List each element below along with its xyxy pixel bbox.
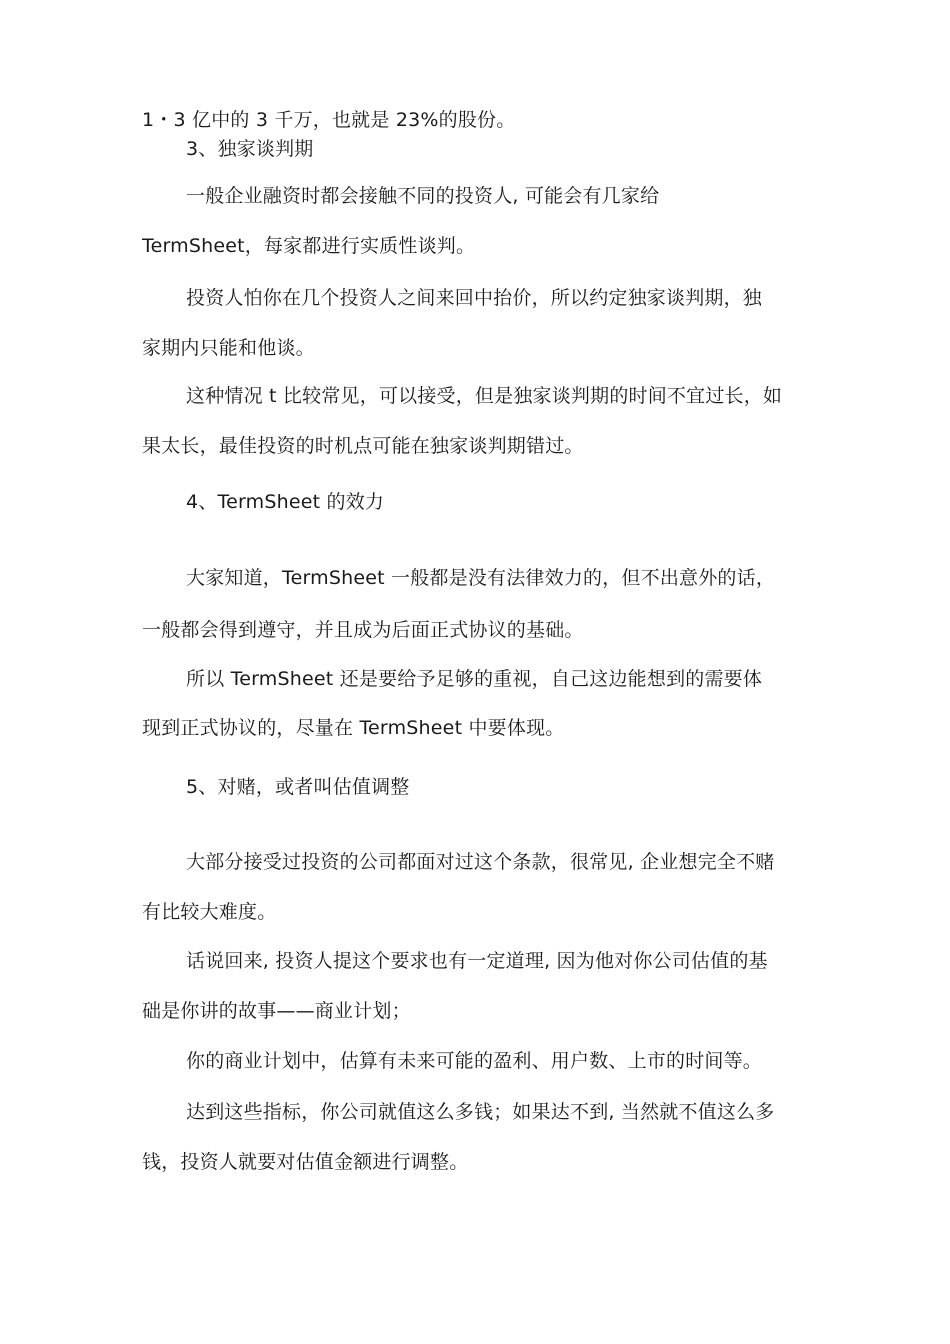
text-line: 一般企业融资时都会接触不同的投资人, 可能会有几家给 bbox=[186, 185, 660, 207]
text-line: 投资人怕你在几个投资人之间来回中抬价，所以约定独家谈判期，独 bbox=[186, 287, 763, 309]
text-line: 大部分接受过投资的公司都面对过这个条款，很常见, 企业想完全不赌 bbox=[186, 851, 775, 873]
text-line: 础是你讲的故事——商业计划； bbox=[142, 1000, 411, 1022]
text-line: 大家知道，TermSheet 一般都是没有法律效力的，但不出意外的话， bbox=[186, 567, 776, 589]
text-line: 你的商业计划中，估算有未来可能的盈利、用户数、上市的时间等。 bbox=[186, 1050, 763, 1072]
text-line: 现到正式协议的，尽量在 TermSheet 中要体现。 bbox=[142, 717, 565, 739]
text-line: 所以 TermSheet 还是要给予足够的重视，自己这边能想到的需要体 bbox=[186, 668, 763, 690]
text-line: 1・3 亿中的 3 千万，也就是 23%的股份。 bbox=[142, 109, 516, 131]
text-line: 有比较大难度。 bbox=[142, 901, 277, 923]
text-line: 家期内只能和他谈。 bbox=[142, 337, 315, 359]
text-line: 达到这些指标，你公司就值这么多钱；如果达不到, 当然就不值这么多 bbox=[186, 1101, 775, 1123]
text-line: 一般都会得到遵守，并且成为后面正式协议的基础。 bbox=[142, 619, 584, 641]
section-heading: 3、独家谈判期 bbox=[186, 138, 314, 160]
text-line: 果太长，最佳投资的时机点可能在独家谈判期错过。 bbox=[142, 435, 584, 457]
text-line: 钱，投资人就要对估值金额进行调整。 bbox=[142, 1151, 469, 1173]
section-heading: 4、TermSheet 的效力 bbox=[186, 491, 385, 513]
section-heading: 5、对赌，或者叫估值调整 bbox=[186, 776, 410, 798]
text-line: TermSheet，每家都进行实质性谈判。 bbox=[142, 235, 476, 257]
text-line: 这种情况 t 比较常见，可以接受，但是独家谈判期的时间不宜过长，如 bbox=[186, 385, 783, 407]
text-line: 话说回来, 投资人提这个要求也有一定道理, 因为他对你公司估值的基 bbox=[186, 950, 768, 972]
